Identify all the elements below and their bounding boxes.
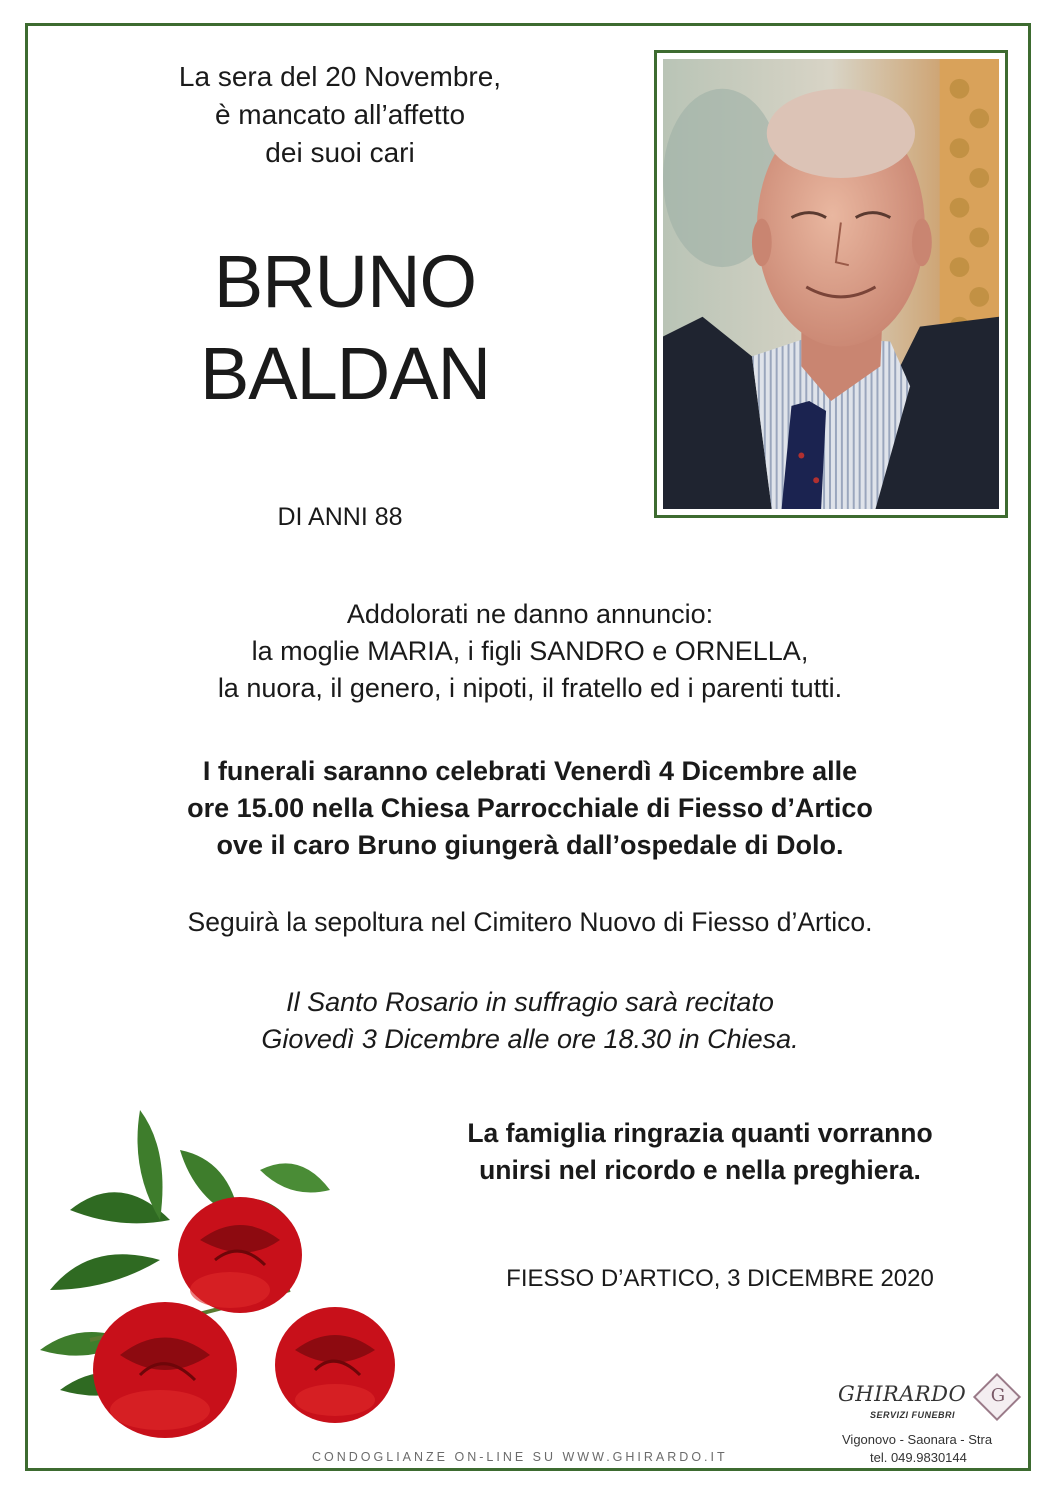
funeral-home-logo bbox=[830, 1372, 1030, 1472]
last-name: BALDAN bbox=[199, 332, 491, 415]
logo-towns: Vigonovo - Saonara - Stra bbox=[842, 1432, 993, 1447]
thanks-text bbox=[390, 1115, 1010, 1189]
funeral-text bbox=[80, 753, 980, 864]
intro-line: dei suoi cari bbox=[265, 137, 415, 168]
logo-letter: G bbox=[990, 1385, 1006, 1406]
deceased-name bbox=[110, 236, 580, 420]
mourners-line: la nuora, il genero, i nipoti, il fratello ed i parenti tutti. bbox=[217, 673, 843, 703]
place-date: FIESSO D’ARTICO, 3 DICEMBRE 2020 bbox=[506, 1265, 934, 1292]
logo-phone: tel. 049.9830144 bbox=[870, 1450, 967, 1465]
intro-line: è mancato all’affetto bbox=[214, 99, 466, 130]
burial-text: Seguirà la sepoltura nel Cimitero Nuovo di Fiesso d’Artico. bbox=[187, 907, 873, 937]
rosary-line: Il Santo Rosario in suffragio sarà recitato bbox=[286, 987, 774, 1017]
thanks-line: La famiglia ringrazia quanti vorranno bbox=[467, 1118, 933, 1148]
funeral-line: I funerali saranno celebrati Venerdì 4 Dicembre alle bbox=[202, 756, 858, 786]
age-label: DI ANNI 88 bbox=[277, 503, 403, 531]
rosary-text bbox=[80, 984, 980, 1058]
first-name: BRUNO bbox=[213, 240, 477, 323]
intro-line: La sera del 20 Novembre, bbox=[178, 61, 502, 92]
logo-name: GHIRARDO bbox=[838, 1382, 967, 1406]
logo-subtitle: SERVIZI FUNEBRI bbox=[870, 1410, 956, 1420]
thanks-line: unirsi nel ricordo e nella preghiera. bbox=[479, 1155, 921, 1185]
mourners-text bbox=[80, 596, 980, 707]
mourners-line: Addolorati ne danno annuncio: bbox=[346, 599, 714, 629]
portrait-photo bbox=[654, 50, 1008, 518]
portrait-image bbox=[663, 59, 999, 509]
funeral-line: ore 15.00 nella Chiesa Parrocchiale di Fiesso d’Artico bbox=[187, 793, 873, 823]
roses-image bbox=[30, 1090, 420, 1470]
funeral-line: ove il caro Bruno giungerà dall’ospedale di Dolo. bbox=[216, 830, 844, 860]
intro-text bbox=[120, 58, 560, 172]
condolences-link-text: CONDOGLIANZE ON-LINE SU WWW.GHIRARDO.IT bbox=[312, 1450, 728, 1464]
rosary-line: Giovedì 3 Dicembre alle ore 18.30 in Chiesa. bbox=[261, 1024, 799, 1054]
mourners-line: la moglie MARIA, i figli SANDRO e ORNELLA, bbox=[251, 636, 809, 666]
